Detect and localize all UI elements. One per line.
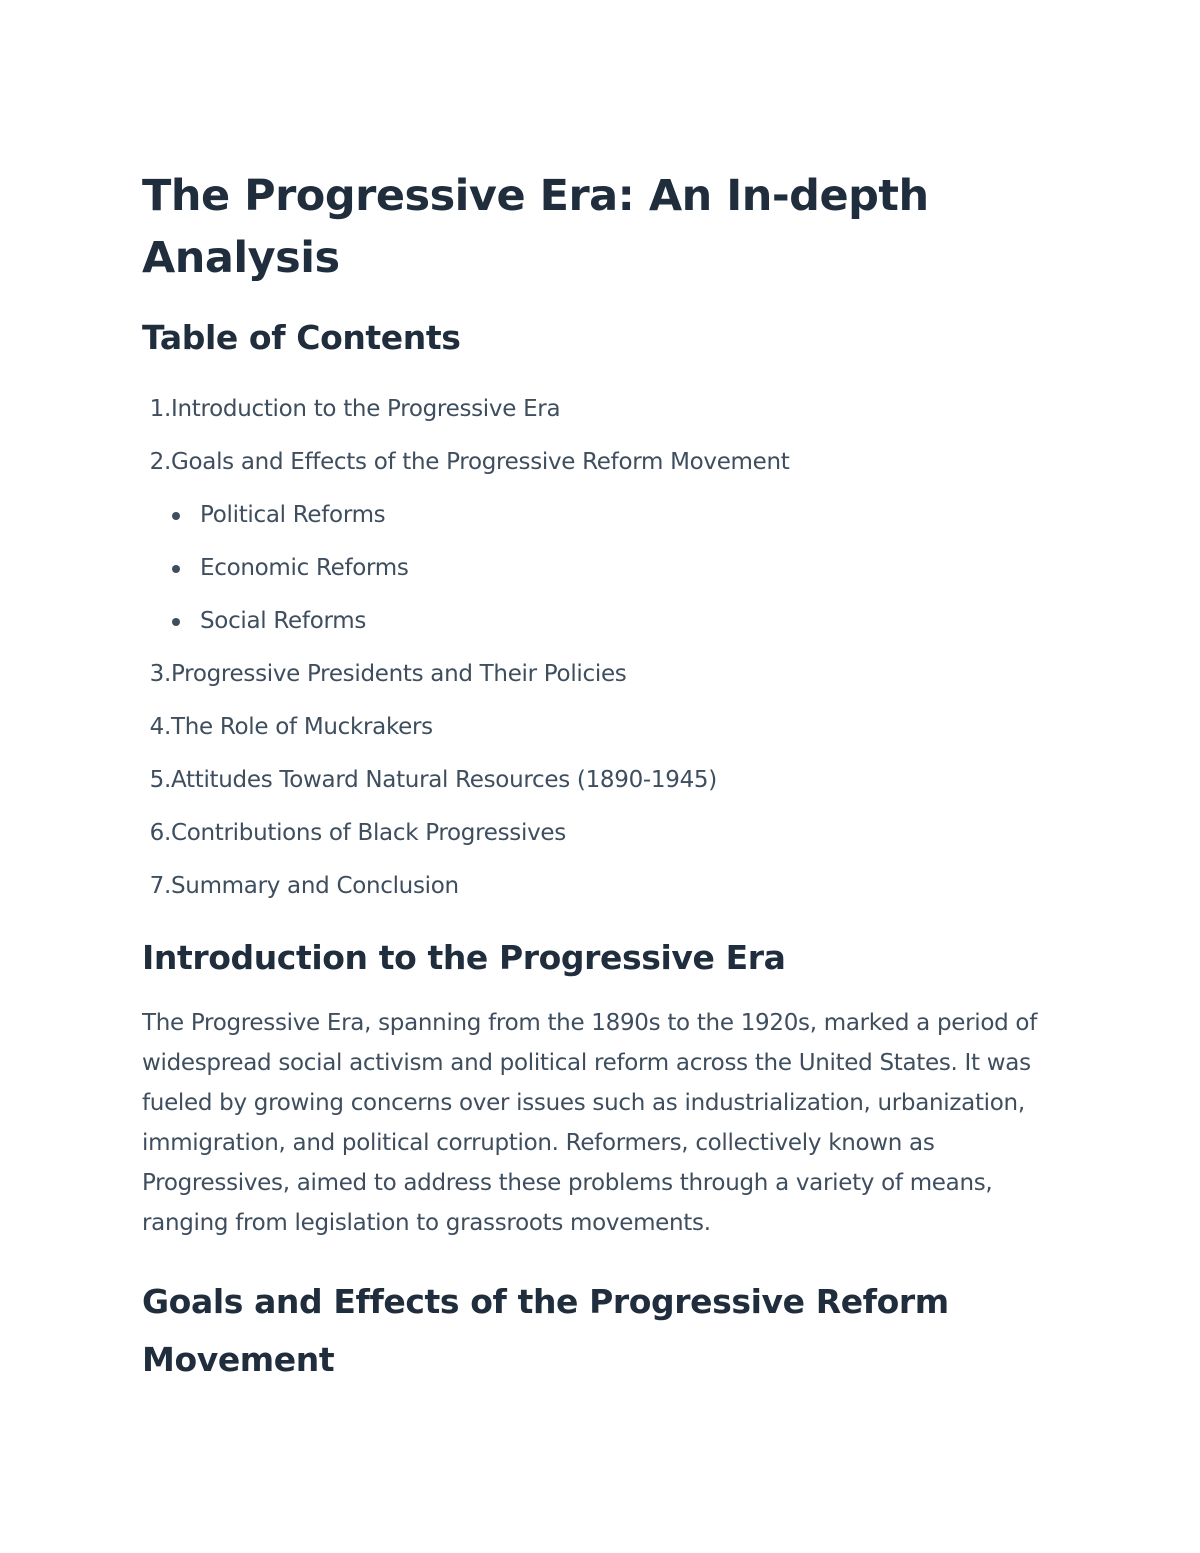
toc-item-5	[142, 754, 1082, 807]
toc-label: Attitudes Toward Natural Resources (1890-1945)	[171, 767, 717, 793]
toc-item-1	[142, 383, 1082, 436]
toc-number: 1.	[149, 396, 171, 422]
introduction-paragraph: The Progressive Era, spanning from the 1890s to the 1920s, marked a period of widespread social activism and political reform across the United States. It was fueled by growing concerns over issues such as industrialization, urbanization, immigration, and political corruption. Reformers, collectively known as Progressives, aimed to address these problems through a variety of means, ranging from legislation to grassroots movements.	[142, 1010, 1038, 1236]
toc-number: 4.	[149, 714, 171, 740]
bullet-icon	[172, 512, 180, 520]
toc-item-7	[142, 860, 1082, 913]
toc-subitem-social-reforms	[142, 595, 1082, 648]
toc-label: Contributions of Black Progressives	[171, 820, 566, 846]
table-of-contents	[142, 383, 1082, 913]
section-heading-introduction: Introduction to the Progressive Era	[142, 938, 786, 977]
toc-label: Summary and Conclusion	[171, 873, 459, 899]
toc-number: 6.	[149, 820, 171, 846]
section-heading-goals: Goals and Effects of the Progressive Reform Movement	[142, 1282, 949, 1379]
toc-heading: Table of Contents	[142, 318, 461, 357]
toc-item-4	[142, 701, 1082, 754]
bullet-icon	[172, 565, 180, 573]
toc-label: The Role of Muckrakers	[171, 714, 433, 740]
toc-number: 3.	[149, 661, 171, 687]
toc-subitem-economic-reforms	[142, 542, 1082, 595]
toc-label: Progressive Presidents and Their Policies	[171, 661, 627, 687]
toc-item-3	[142, 648, 1082, 701]
toc-label: Introduction to the Progressive Era	[171, 396, 561, 422]
toc-number: 7.	[149, 873, 171, 899]
toc-sublabel: Economic Reforms	[200, 555, 409, 581]
toc-label: Goals and Effects of the Progressive Reform Movement	[171, 449, 790, 475]
document-page	[142, 165, 1082, 1389]
toc-number: 2.	[149, 449, 171, 475]
toc-number: 5.	[149, 767, 171, 793]
toc-item-6	[142, 807, 1082, 860]
document-title: The Progressive Era: An In-depth Analysis	[142, 171, 929, 283]
toc-item-2	[142, 436, 1082, 489]
toc-subitem-political-reforms	[142, 489, 1082, 542]
toc-sublabel: Social Reforms	[200, 608, 367, 634]
bullet-icon	[172, 618, 180, 626]
toc-sublabel: Political Reforms	[200, 502, 386, 528]
